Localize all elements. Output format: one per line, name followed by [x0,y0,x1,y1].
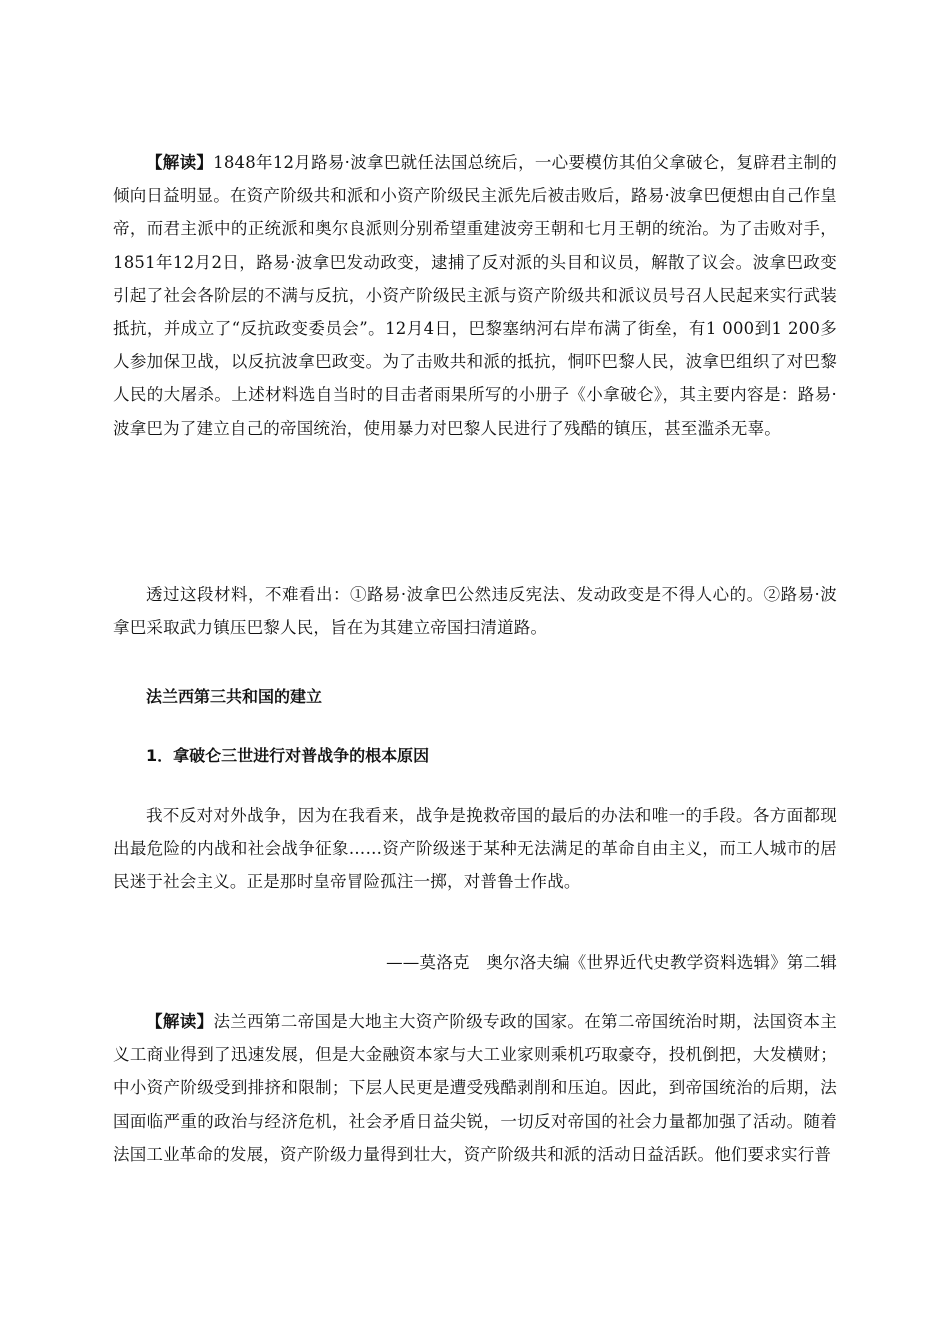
analysis-paragraph [113,578,837,644]
interpretation-paragraph-2 [113,1005,837,1171]
section-title: 法兰西第三共和国的建立 [146,687,323,706]
analysis-text: 透过这段材料，不难看出：①路易·波拿巴公然违反宪法、发动政变是不得人心的。②路易·波拿巴采取武力镇压巴黎人民，旨在为其建立帝国扫清道路。 [113,585,837,638]
interpretation-text: 法兰西第二帝国是大地主大资产阶级专政的国家。在第二帝国统治时期，法国资本主义工商业得到了迅速发展，但是大金融资本家与大工业家则乘机巧取豪夺，投机倒把，大发横财；中小资产阶级受到排挤和限制；下层人民更是遭受残酷剥削和压迫。因此，到帝国统治的后期，法国面临严重的政治与经济危机，社会矛盾日益尖锐，一切反对帝国的社会力量都加强了活动。随着法国工业革命的发展，资产阶级力量得到壮大，资产阶级共和派的活动日益活跃。他们要求实行普 [113,1012,837,1164]
quote-paragraph [113,799,837,899]
quote-text: 我不反对对外战争，因为在我看来，战争是挽救帝国的最后的办法和唯一的手段。各方面都现出最危险的内战和社会战争征象……资产阶级迷于某种无法满足的革命自由主义，而工人城市的居民迷于社会主义。正是那时皇帝冒险孤注一掷，对普鲁士作战。 [113,806,837,892]
interpretation-label: 【解读】 [146,1012,214,1031]
subsection-title: 1．拿破仑三世进行对普战争的根本原因 [146,746,430,765]
quote-attribution: ——莫洛克 奥尔洛夫编《世界近代史教学资料选辑》第二辑 [386,953,837,972]
interpretation-paragraph-1 [113,146,837,445]
interpretation-label: 【解读】 [146,153,214,172]
interpretation-text: 1848年12月路易·波拿巴就任法国总统后，一心要模仿其伯父拿破仑，复辟君主制的倾向日益明显。在资产阶级共和派和小资产阶级民主派先后被击败后，路易·波拿巴便想由自己作皇帝，而君主派中的正统派和奥尔良派则分别希望重建波旁王朝和七月王朝的统治。为了击败对手，1851年12月2日，路易·波拿巴发动政变，逮捕了反对派的头目和议员，解散了议会。波拿巴政变引起了社会各阶层的不满与反抗，小资产阶级民主派与资产阶级共和派议员号召人民起来实行武装抵抗，并成立了“反抗政变委员会”。12月4日，巴黎塞纳河右岸布满了街垒，有1 000到1 200多人参加保卫战，以反抗波拿巴政变。为了击败共和派的抵抗，恫吓巴黎人民，波拿巴组织了对巴黎人民的大屠杀。上述材料选自当时的目击者雨果所写的小册子《小拿破仑》，其主要内容是：路易·波拿巴为了建立自己的帝国统治，使用暴力对巴黎人民进行了残酷的镇压，甚至滥杀无辜。 [113,153,837,438]
